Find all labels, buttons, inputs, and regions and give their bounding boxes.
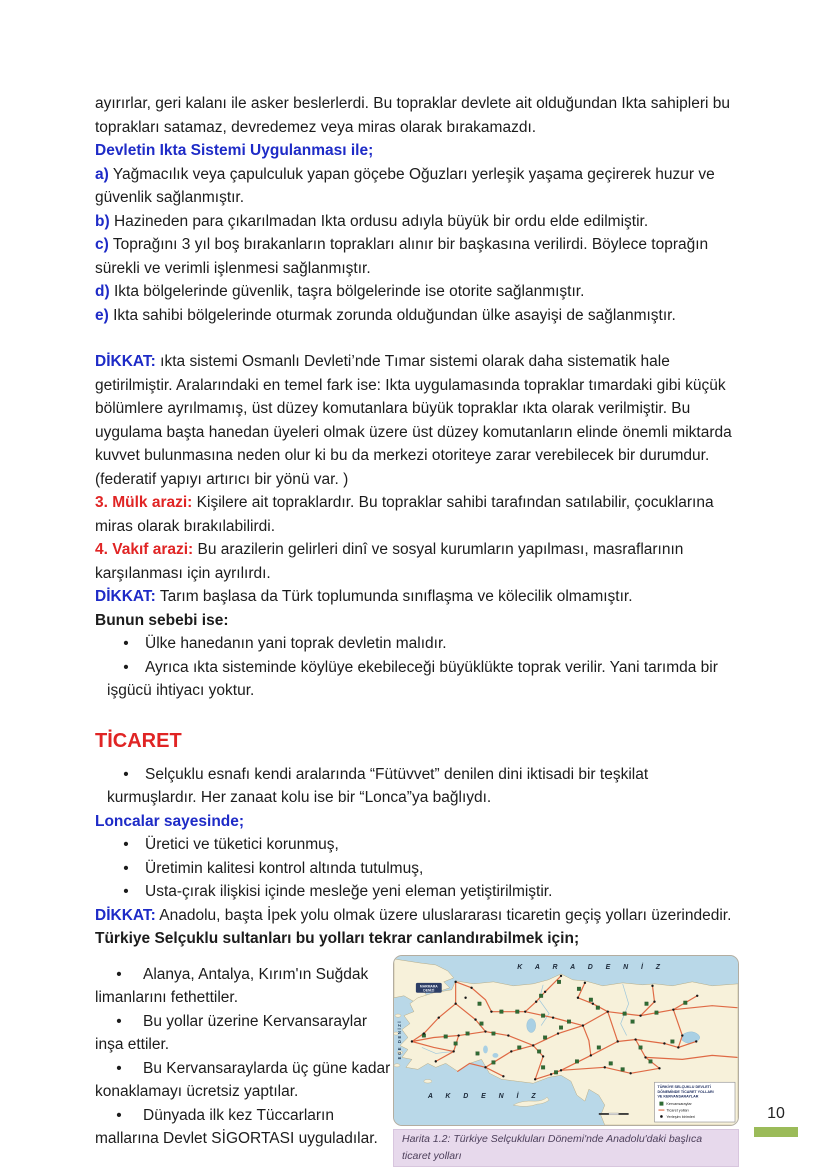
settlement-marker bbox=[535, 1000, 537, 1002]
settlement-marker bbox=[629, 1072, 631, 1074]
settlement-marker bbox=[639, 1014, 641, 1016]
settlement-marker bbox=[663, 1042, 665, 1044]
kervansaray-marker bbox=[500, 1009, 504, 1013]
settlement-marker bbox=[484, 1030, 486, 1032]
ikta-item-a bbox=[95, 163, 739, 210]
item-text: Ikta sahibi bölgelerinde oturmak zorunda olduğundan ülke asayişi de sağlanmıştır. bbox=[113, 306, 676, 324]
vakif-text: Bu arazilerin gelirleri dinî ve sosyal kurumların yapılması, masraflarının karşılanması için ayrılırdı. bbox=[95, 541, 684, 582]
map-legend bbox=[654, 1082, 735, 1122]
settlement-marker bbox=[590, 1054, 592, 1056]
bullet-text: Dünyada ilk kez Tüccarların mallarına Devlet SİGORTASI uyguladılar. bbox=[95, 1106, 378, 1147]
page-number: 10 bbox=[767, 1105, 785, 1122]
settlement-marker bbox=[484, 1066, 486, 1068]
kervansaray-marker bbox=[609, 1061, 613, 1065]
kervansaray-marker bbox=[541, 1013, 545, 1017]
settlement-marker bbox=[653, 1000, 655, 1002]
kervansaray-marker bbox=[597, 1045, 601, 1049]
settlement-marker bbox=[582, 1024, 584, 1026]
page-number-underline bbox=[754, 1127, 798, 1137]
kervansaray-marker bbox=[575, 1059, 579, 1063]
mulk-label: 3. Mülk arazi: bbox=[95, 494, 193, 511]
item-text: Yağmacılık veya çapulculuk yapan göçebe Oğuzları yerleşik yaşama geçirerek huzur ve güvenlik sağlanmıştır. bbox=[95, 165, 715, 206]
dikkat-label: DİKKAT: bbox=[95, 906, 156, 924]
kervansaray-marker bbox=[517, 1045, 521, 1049]
legend-kervansaray-label: Kervansaraylar bbox=[666, 1101, 692, 1106]
kervansaray-marker bbox=[492, 1031, 496, 1035]
kervansaray-marker bbox=[559, 1025, 563, 1029]
settlement-marker bbox=[604, 1066, 606, 1068]
page-content bbox=[95, 92, 739, 1167]
ikta-item-b bbox=[95, 210, 739, 234]
kervansaray-marker bbox=[567, 1019, 571, 1023]
kervansaray-marker bbox=[623, 1011, 627, 1015]
kervansaray-marker bbox=[492, 1060, 496, 1064]
kervansaray-marker bbox=[671, 1039, 675, 1043]
ticaret-bullet-1 bbox=[95, 763, 739, 810]
map-svg bbox=[394, 956, 738, 1125]
label-ege-denizi: EGE DENİZİ bbox=[396, 1019, 402, 1059]
settlement-marker bbox=[617, 1040, 619, 1042]
settlement-marker bbox=[560, 1069, 562, 1071]
settlement-marker bbox=[474, 1018, 476, 1020]
settlement-marker bbox=[464, 996, 466, 998]
settlement-marker bbox=[502, 1075, 504, 1077]
kervansaray-marker bbox=[649, 1059, 653, 1063]
kervansaray-marker bbox=[454, 1041, 458, 1045]
settlement-marker bbox=[452, 1050, 454, 1052]
kervansaray-marker bbox=[539, 993, 543, 997]
heading-ikta-uygulama bbox=[95, 139, 739, 163]
dikkat-1 bbox=[95, 350, 739, 491]
section-title-ticaret: TİCARET bbox=[95, 729, 182, 752]
lake-beysehir bbox=[492, 1053, 498, 1058]
map-caption: Harita 1.2: Türkiye Selçukluları Dönemi'nde Anadolu'daki başlıca ticaret yolları bbox=[393, 1129, 739, 1167]
kervansaray-marker bbox=[621, 1067, 625, 1071]
settlement-marker bbox=[695, 1040, 697, 1042]
settlement-marker bbox=[592, 1002, 594, 1004]
settlement-marker bbox=[457, 1034, 459, 1036]
bullet-text: Ülke hanedanın yani toprak devletin malıdır. bbox=[145, 635, 447, 652]
dikkat-text: Anadolu, başta İpek yolu olmak üzere uluslararası ticaretin geçiş yolları üzerindedir. bbox=[159, 906, 732, 924]
legend-settlement-symbol bbox=[660, 1115, 663, 1118]
settlement-marker bbox=[560, 974, 562, 976]
item-lead: a) bbox=[95, 165, 109, 183]
item-lead: c) bbox=[95, 236, 109, 253]
sebep-heading: Bunun sebebi ise: bbox=[95, 611, 229, 629]
ikta-item-d bbox=[95, 280, 739, 304]
vakif-arazi bbox=[95, 538, 739, 585]
dikkat-2 bbox=[95, 585, 739, 609]
kervansaray-marker bbox=[631, 1019, 635, 1023]
sebep-bullet-2 bbox=[95, 656, 739, 703]
settlement-marker bbox=[550, 1073, 552, 1075]
kervansaray-marker bbox=[554, 1070, 558, 1074]
dikkat-bold-tail: Türkiye Selçuklu sultanları bu yolları tekrar canlandırabilmek için; bbox=[95, 930, 580, 947]
item-text: Ikta bölgelerinde güvenlik, taşra bölgelerinde ise otorite sağlanmıştır. bbox=[113, 283, 585, 300]
kervansaray-marker bbox=[655, 1010, 659, 1014]
ikta-item-e bbox=[95, 304, 739, 328]
map-bullet-2 bbox=[95, 1010, 393, 1057]
kervansaray-marker bbox=[589, 997, 593, 1001]
kervansaray-marker bbox=[466, 1031, 470, 1035]
legend-title-3: VE KERVANSARAYLAR bbox=[657, 1093, 699, 1098]
lonca-bullet-2 bbox=[95, 857, 739, 881]
dikkat-label: DİKKAT: bbox=[95, 353, 156, 370]
label-karadeniz: K A R A D E N İ Z bbox=[517, 963, 666, 971]
settlement-marker bbox=[544, 990, 546, 992]
spacer bbox=[95, 327, 739, 350]
settlement-marker bbox=[584, 981, 586, 983]
legend-route-label: Ticaret yolları bbox=[666, 1108, 689, 1113]
settlement-marker bbox=[552, 1016, 554, 1018]
settlement-marker bbox=[681, 1034, 683, 1036]
ikta-item-c bbox=[95, 233, 739, 280]
item-text: Toprağını 3 yıl boş bırakanların toprakları alınır bir başkasına verilirdi. Böylece toprağın sürekli ve verimli işlenmesi sağlanmıştır. bbox=[95, 236, 709, 277]
dikkat-label: DİKKAT: bbox=[95, 588, 156, 605]
sebep-bullet-1 bbox=[95, 632, 739, 656]
item-lead: e) bbox=[95, 306, 109, 324]
settlement-marker bbox=[557, 1032, 559, 1034]
island bbox=[394, 1063, 400, 1066]
anatolia-trade-map bbox=[393, 955, 739, 1126]
settlement-marker bbox=[644, 1056, 646, 1058]
bullet-text: Alanya, Antalya, Kırım'ın Suğdak limanlarını fethettiler. bbox=[95, 965, 369, 1006]
kervansaray-marker bbox=[557, 980, 561, 984]
kervansaray-marker bbox=[596, 1005, 600, 1009]
dikkat-3 bbox=[95, 904, 739, 951]
item-lead: b) bbox=[95, 212, 110, 230]
settlement-marker bbox=[470, 986, 472, 988]
island-rhodes bbox=[424, 1079, 432, 1083]
mulk-text: Kişilere ait topraklardır. Bu topraklar sahibi tarafından satılabilir, çocuklarına miras olarak bırakılabilirdi. bbox=[95, 494, 714, 535]
settlement-marker bbox=[507, 1034, 509, 1036]
bullet-text: Bu yollar üzerine Kervansaraylar inşa ettiler. bbox=[95, 1012, 367, 1053]
settlement-marker bbox=[510, 1050, 512, 1052]
label-akdeniz: A K D E N İ Z bbox=[427, 1092, 542, 1100]
label-marmara-2: DENİZİ bbox=[423, 988, 435, 993]
settlement-marker bbox=[411, 1040, 413, 1042]
vakif-label: 4. Vakıf arazi: bbox=[95, 541, 194, 558]
settlement-marker bbox=[423, 1032, 425, 1034]
map-bullet-1 bbox=[95, 963, 393, 1010]
map-bullets-column bbox=[95, 955, 393, 1167]
settlement-marker bbox=[490, 1010, 492, 1012]
kervansaray-marker bbox=[476, 1051, 480, 1055]
item-text: Hazineden para çıkarılmadan Ikta ordusu adıyla büyük bir ordu elde edilmiştir. bbox=[113, 212, 649, 230]
kervansaray-marker bbox=[541, 1065, 545, 1069]
lake-tuz bbox=[527, 1018, 536, 1032]
legend-settlement-label: Yerleşim birimleri bbox=[666, 1114, 695, 1119]
kervansaray-marker bbox=[515, 1009, 519, 1013]
settlement-marker bbox=[651, 984, 653, 986]
bullet-text: Selçuklu esnafı kendi aralarında “Fütüvvet” denilen dini iktisadi bir teşkilat kurmuşlardır. Her zanaat kolu ise bir “Lonca”ya bağlıydı. bbox=[107, 765, 649, 806]
settlement-marker bbox=[634, 1038, 636, 1040]
settlement-marker bbox=[438, 1016, 440, 1018]
settlement-marker bbox=[435, 1060, 437, 1062]
item-lead: d) bbox=[95, 283, 110, 300]
dikkat-text: ıkta sistemi Osmanlı Devleti’nde Tımar sistemi olarak daha sistematik hale getirilmiştir. Aralarındaki en temel fark ise: Ikta uygulamasında topraklar tımardaki gibi küçük bölümlere ayrılmamış, üst düzey komutanlara büyük topraklar ıkta olarak verilmiştir. Bu uygulama başta hanedan üyeleri olmak üzere üst düzey komutanların elinde önemli miktarda kuvvet bulunmasına neden olur ki bu da merkezi otoriteye zarar verebilecek bir durumdur. (federatif yapıyı artırıcı bir yönü var. ) bbox=[95, 353, 732, 488]
bullet-text: Üretimin kalitesi kontrol altında tutulmuş, bbox=[145, 859, 424, 877]
settlement-marker bbox=[696, 994, 698, 996]
settlement-marker bbox=[532, 1044, 534, 1046]
settlement-marker bbox=[658, 1067, 660, 1069]
paragraph-intro: ayırırlar, geri kalanı ile asker beslerlerdi. Bu topraklar devlete ait olduğundan Ikta sahipleri bu toprakları satamaz, devredemez veya miras olarak bırakamazdı. bbox=[95, 95, 730, 136]
kervansaray-marker bbox=[478, 1001, 482, 1005]
page-number-block bbox=[754, 1104, 798, 1137]
lake-egirdir bbox=[483, 1045, 488, 1053]
bullet-text: Usta-çırak ilişkisi içinde mesleğe yeni eleman yetiştirilmiştir. bbox=[145, 883, 553, 900]
settlement-marker bbox=[542, 1055, 544, 1057]
lonca-bullet-1 bbox=[95, 833, 739, 857]
settlement-marker bbox=[524, 1010, 526, 1012]
settlement-marker bbox=[454, 980, 456, 982]
bullet-text: Üretici ve tüketici korunmuş, bbox=[145, 836, 339, 853]
map-bullet-4 bbox=[95, 1104, 393, 1151]
trade-routes-figure bbox=[393, 955, 739, 1167]
bullet-text: Ayrıca ıkta sisteminde köylüye ekebileceği büyüklükte toprak verilir. Yani tarımda bir işgücü ihtiyacı yoktur. bbox=[107, 658, 718, 699]
kervansaray-marker bbox=[480, 1021, 484, 1025]
label-marmara-1: MARMARA bbox=[419, 983, 438, 988]
island bbox=[395, 1014, 401, 1017]
kervansaray-marker bbox=[684, 1000, 688, 1004]
map-section bbox=[95, 955, 739, 1167]
settlement-marker bbox=[607, 1010, 609, 1012]
kervansaray-marker bbox=[577, 987, 581, 991]
heading-text: Loncalar sayesinde; bbox=[95, 812, 245, 830]
mulk-arazi bbox=[95, 491, 739, 538]
settlement-marker bbox=[454, 1002, 456, 1004]
loncalar-heading bbox=[95, 810, 739, 834]
scale-bar bbox=[599, 1113, 629, 1115]
kervansaray-marker bbox=[639, 1045, 643, 1049]
kervansaray-marker bbox=[444, 1034, 448, 1038]
heading-text: Devletin Ikta Sistemi Uygulanması ile; bbox=[95, 142, 374, 159]
legend-title-1: TÜRKİYE SELÇUKLU DEVLETİ bbox=[657, 1084, 711, 1089]
lonca-bullet-3 bbox=[95, 880, 739, 904]
kervansaray-marker bbox=[645, 1001, 649, 1005]
bullet-text: Bu Kervansaraylarda üç güne kadar konaklamayı ücretsiz yaptılar. bbox=[95, 1059, 391, 1100]
settlement-marker bbox=[534, 1078, 536, 1080]
map-bullet-3 bbox=[95, 1057, 393, 1104]
settlement-marker bbox=[677, 1046, 679, 1048]
settlement-marker bbox=[577, 996, 579, 998]
kervansaray-marker bbox=[537, 1049, 541, 1053]
kervansaray-marker bbox=[543, 1035, 547, 1039]
legend-title-2: DÖNEMİNDE TİCARET YOLLARI bbox=[657, 1089, 714, 1094]
dikkat-text: Tarım başlasa da Türk toplumunda sınıflaşma ve kölecilik olmamıştır. bbox=[159, 588, 633, 605]
settlement-marker bbox=[672, 1008, 674, 1010]
legend-kervansaray-symbol bbox=[659, 1101, 663, 1105]
